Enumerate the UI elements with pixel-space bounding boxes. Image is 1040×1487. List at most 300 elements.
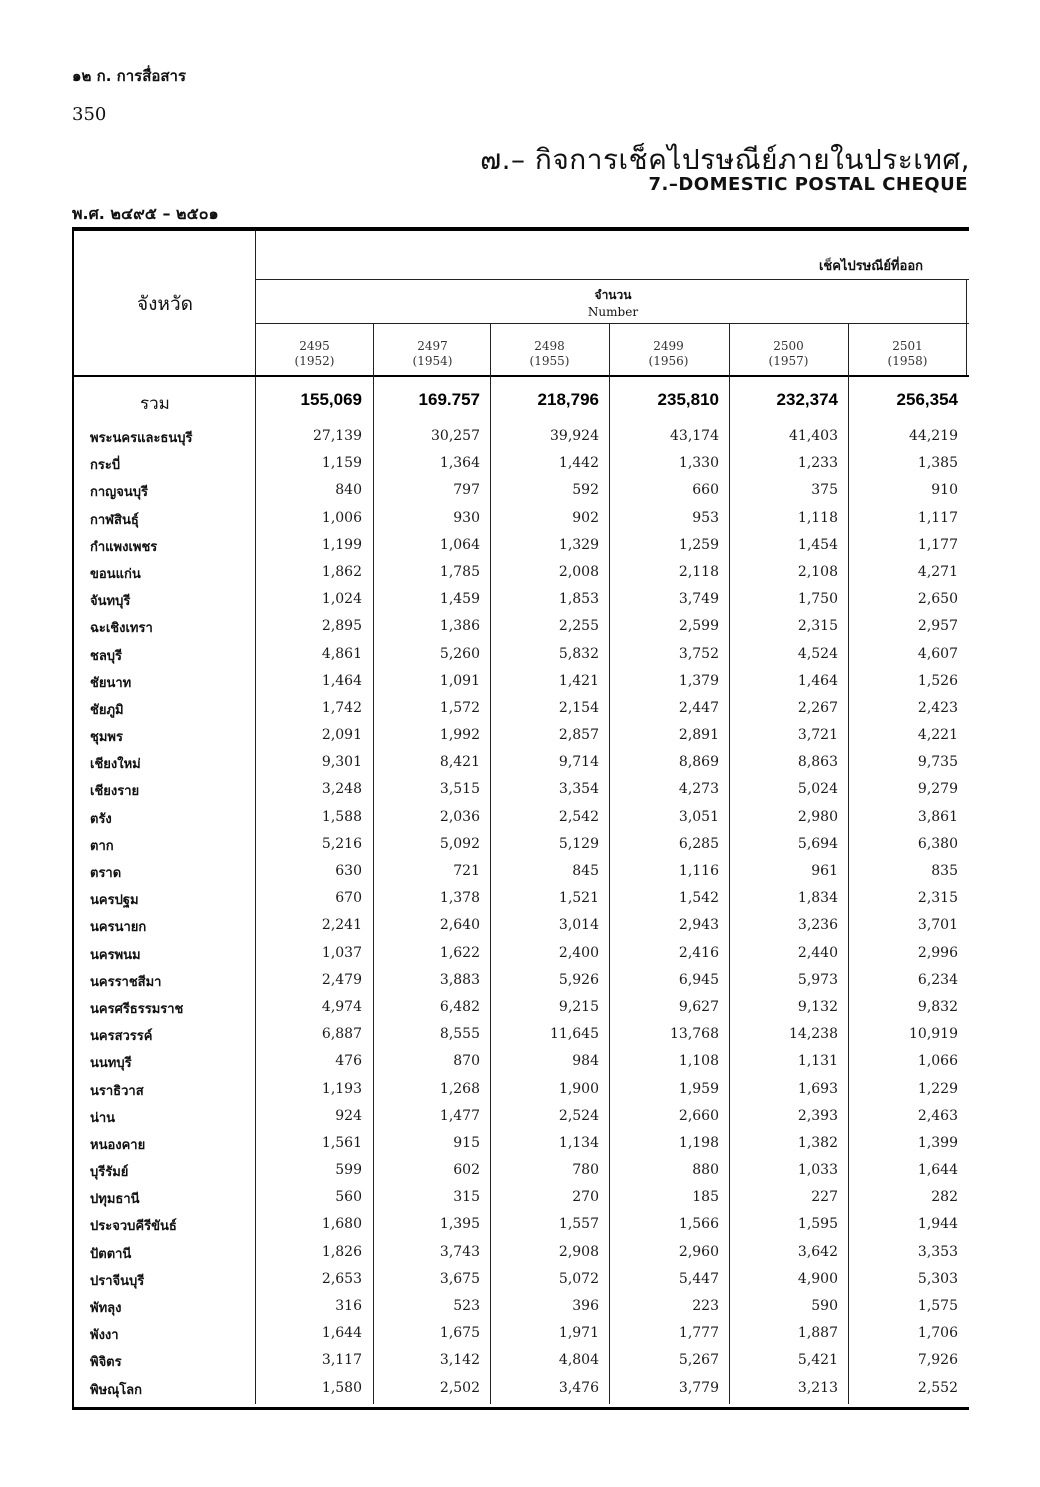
value-cell: 1,862 [321,563,362,580]
value-cell: 5,973 [797,971,838,988]
value-cell: 315 [453,1189,480,1206]
table-row [74,696,969,723]
value-cell: 8,869 [678,754,719,771]
value-cell: 1,777 [678,1325,719,1342]
value-cell: 1,199 [321,536,362,553]
value-cell: 6,380 [917,835,958,852]
year-ce: (1952) [294,354,335,368]
year-ce: (1954) [412,354,453,368]
value-cell: 1,944 [917,1216,958,1233]
value-cell: 235,810 [657,390,719,409]
value-cell: 1,091 [439,672,480,689]
table-row [74,886,969,913]
province-name: ตาก [90,838,114,854]
value-cell: 30,257 [431,428,480,444]
value-cell: 3,353 [917,1243,958,1260]
value-cell: 3,861 [917,808,958,825]
value-cell: 1,557 [558,1216,599,1233]
value-cell: 560 [335,1189,362,1206]
value-cell: 1,680 [321,1216,362,1233]
province-name: พิจิตร [90,1355,122,1371]
value-cell: 3,752 [678,645,719,662]
province-name: นครสวรรค์ [90,1029,153,1045]
value-cell: 780 [572,1162,599,1179]
value-cell: 5,926 [558,971,599,988]
value-cell: 1,116 [678,863,719,879]
year-be: 2501 [892,339,923,353]
province-name: กาฬสินธุ์ [90,512,139,528]
value-cell: 3,354 [558,781,599,798]
value-cell: 2,108 [797,563,838,580]
value-cell: 2,660 [678,1107,719,1124]
year-header [610,339,727,369]
value-cell: 1,580 [321,1379,362,1396]
table-row [74,1185,969,1212]
value-cell: 9,132 [797,998,838,1015]
table-row [74,1348,969,1375]
value-cell: 3,883 [439,971,480,988]
year-header [256,339,373,369]
value-cell: 5,447 [678,1270,719,1287]
value-cell: 2,502 [439,1379,480,1396]
value-cell: 5,129 [558,835,599,852]
value-cell: 4,524 [797,645,838,662]
value-cell: 185 [692,1189,719,1206]
value-cell: 3,749 [678,591,719,608]
year-ce: (1958) [887,354,928,368]
value-cell: 2,400 [558,944,599,961]
value-cell: 8,555 [439,1026,480,1043]
value-cell: 5,303 [917,1270,958,1287]
value-cell: 218,796 [537,390,599,409]
value-cell: 1,588 [321,808,362,825]
value-cell: 2,552 [917,1379,958,1396]
value-cell: 1,542 [678,890,719,907]
value-cell: 39,924 [550,428,599,444]
year-ce: (1956) [648,354,689,368]
value-cell: 2,463 [917,1107,958,1124]
value-cell: 2,650 [917,591,958,608]
value-cell: 1,644 [321,1325,362,1342]
value-cell: 9,627 [678,998,719,1015]
value-cell: 1,706 [917,1325,958,1342]
value-cell: 155,069 [300,390,362,409]
value-cell: 2,640 [439,917,480,934]
value-cell: 670 [335,890,362,907]
value-cell: 961 [811,863,838,879]
value-cell: 1,268 [439,1080,480,1097]
value-cell: 43,174 [670,428,719,444]
value-cell: 1,193 [321,1080,362,1097]
value-cell: 232,374 [776,390,838,409]
number-header-english: Number [587,305,639,319]
province-name: ตรัง [90,811,112,827]
value-cell: 2,315 [797,618,838,635]
value-cell: 660 [692,482,719,499]
value-cell: 14,238 [789,1026,838,1043]
value-cell: 4,271 [917,563,958,580]
table-row [74,1049,969,1076]
value-cell: 6,945 [678,971,719,988]
value-cell: 2,908 [558,1243,599,1260]
value-cell: 2,315 [917,890,958,907]
value-cell: 1,464 [797,672,838,689]
value-cell: 1,464 [321,672,362,689]
value-cell: 3,236 [797,917,838,934]
value-cell: 8,863 [797,754,838,771]
value-cell: 5,072 [558,1270,599,1287]
value-cell: 1,454 [797,536,838,553]
value-cell: 915 [453,1134,480,1151]
value-cell: 6,285 [678,835,719,852]
value-cell: 1,572 [439,699,480,716]
year-be: 2497 [417,339,448,353]
value-cell: 1,033 [797,1162,838,1179]
province-name: เชียงใหม่ [90,757,141,773]
table-row [74,913,969,940]
value-cell: 5,024 [797,781,838,798]
table-row [74,451,969,478]
province-name: ชุมพร [90,730,123,746]
table-row [74,1294,969,1321]
value-cell: 9,215 [558,998,599,1015]
province-name: นราธิวาส [90,1083,144,1099]
value-cell: 2,255 [558,618,599,635]
year-be: 2500 [773,339,804,353]
value-cell: 9,832 [917,998,958,1015]
value-cell: 1,118 [797,509,838,526]
province-name: นครปฐม [90,893,139,909]
value-cell: 1,399 [917,1134,958,1151]
value-cell: 2,267 [797,699,838,716]
province-name: พระนครและธนบุรี [90,431,193,446]
value-cell: 845 [572,863,599,879]
value-cell: 3,675 [439,1270,480,1287]
value-cell: 599 [335,1162,362,1179]
value-cell: 1,259 [678,536,719,553]
table-row [74,1104,969,1131]
value-cell: 2,996 [917,944,958,961]
value-cell: 1,229 [917,1080,958,1097]
value-cell: 2,599 [678,618,719,635]
value-cell: 4,607 [917,645,958,662]
province-name: ขอนแก่น [90,566,141,582]
table-row [74,750,969,777]
value-cell: 2,980 [797,808,838,825]
year-be: 2498 [534,339,565,353]
value-cell: 2,440 [797,944,838,961]
value-cell: 835 [931,863,958,879]
year-be: 2495 [299,339,330,353]
value-cell: 1,622 [439,944,480,961]
value-cell: 7,926 [917,1352,958,1369]
value-cell: 2,008 [558,563,599,580]
value-cell: 1,459 [439,591,480,608]
value-cell: 1,742 [321,699,362,716]
value-cell: 4,974 [321,998,362,1015]
value-cell: 3,213 [797,1379,838,1396]
value-cell: 41,403 [789,428,838,444]
value-cell: 523 [453,1298,480,1314]
value-cell: 1,561 [321,1134,362,1151]
value-cell: 1,379 [678,672,719,689]
value-cell: 2,891 [678,727,719,744]
value-cell: 375 [811,482,838,499]
table-row [74,995,969,1022]
issued-cheques-header: เช็คไปรษณีย์ที่ออก [818,259,923,274]
value-cell: 3,642 [797,1243,838,1260]
value-cell: 223 [692,1298,719,1314]
value-cell: 2,960 [678,1243,719,1260]
table-row [74,941,969,968]
value-cell: 2,957 [917,618,958,635]
value-cell: 1,006 [321,509,362,526]
table-row [74,506,969,533]
province-name: บุรีรัมย์ [90,1165,129,1181]
value-cell: 2,416 [678,944,719,961]
value-cell: 2,036 [439,808,480,825]
table-row [74,968,969,995]
value-cell: 270 [572,1189,599,1206]
value-cell: 476 [335,1053,362,1070]
statistics-table [72,227,969,1410]
province-name: ชัยภูมิ [90,702,124,718]
year-header [491,339,608,369]
value-cell: 1,159 [321,455,362,472]
value-cell: 6,887 [321,1026,362,1043]
value-cell: 5,216 [321,835,362,852]
value-cell: 3,743 [439,1243,480,1260]
value-cell: 880 [692,1162,719,1179]
value-cell: 1,233 [797,455,838,472]
table-row [74,614,969,641]
page-title-english: 7.–DOMESTIC POSTAL CHEQUE [648,174,968,195]
value-cell: 1,566 [678,1216,719,1233]
value-cell: 3,051 [678,808,719,825]
year-ce: (1957) [768,354,809,368]
value-cell: 1,386 [439,618,480,635]
table-row [74,805,969,832]
value-cell: 5,832 [558,645,599,662]
value-cell: 1,853 [558,591,599,608]
value-cell: 11,645 [550,1026,599,1043]
total-row [74,386,969,414]
value-cell: 316 [335,1298,362,1314]
table-row [74,478,969,505]
value-cell: 3,117 [321,1352,362,1369]
value-cell: 8,421 [439,754,480,771]
value-cell: 5,421 [797,1352,838,1369]
province-name: นครราชสีมา [90,974,162,990]
value-cell: 2,118 [678,563,719,580]
value-cell: 602 [453,1162,480,1179]
year-be: 2499 [653,339,684,353]
value-cell: 4,900 [797,1270,838,1287]
province-name: ประจวบคีรีขันธ์ [90,1219,177,1235]
value-cell: 3,476 [558,1379,599,1396]
province-name: นนทบุรี [90,1056,132,1072]
value-cell: 2,423 [917,699,958,716]
value-cell: 1,330 [678,455,719,472]
year-header [849,339,966,369]
table-row [74,533,969,560]
value-cell: 984 [572,1053,599,1070]
value-cell: 870 [453,1053,480,1070]
value-cell: 1,595 [797,1216,838,1233]
period-label: พ.ศ. ๒๔๙๕ – ๒๕๐๑ [72,204,219,223]
year-header [730,339,847,369]
value-cell: 9,301 [321,754,362,771]
value-cell: 2,653 [321,1270,362,1287]
year-ce: (1955) [529,354,570,368]
value-cell: 1,785 [439,563,480,580]
value-cell: 1,575 [917,1298,958,1314]
province-name: ตราด [90,866,122,881]
value-cell: 282 [931,1189,958,1206]
value-cell: 3,248 [321,781,362,798]
value-cell: 2,479 [321,971,362,988]
value-cell: 3,721 [797,727,838,744]
value-cell: 5,260 [439,645,480,662]
table-row [74,1376,969,1403]
table-row [74,560,969,587]
province-column-header: จังหวัด [137,293,193,315]
value-cell: 2,542 [558,808,599,825]
value-cell: 169.757 [418,390,480,409]
province-rows [74,424,969,1403]
value-cell: 1,442 [558,455,599,472]
value-cell: 902 [572,509,599,526]
value-cell: 4,221 [917,727,958,744]
number-header-rule [256,323,969,324]
value-cell: 3,701 [917,917,958,934]
province-name: พิษณุโลก [90,1382,143,1398]
value-cell: 1,900 [558,1080,599,1097]
table-row [74,587,969,614]
value-cell: 1,644 [917,1162,958,1179]
header-bottom-rule [74,375,969,377]
value-cell: 1,826 [321,1243,362,1260]
province-name: นครศรีธรรมราช [90,1001,184,1017]
value-cell: 227 [811,1189,838,1206]
value-cell: 1,066 [917,1053,958,1070]
value-cell: 1,675 [439,1325,480,1342]
value-cell: 1,329 [558,536,599,553]
value-cell: 2,154 [558,699,599,716]
value-cell: 592 [572,482,599,499]
table-row [74,1158,969,1185]
value-cell: 1,959 [678,1080,719,1097]
value-cell: 6,482 [439,998,480,1015]
value-cell: 1,750 [797,591,838,608]
value-cell: 1,198 [678,1134,719,1151]
value-cell: 44,219 [909,428,958,444]
value-cell: 1,024 [321,591,362,608]
value-cell: 1,037 [321,944,362,961]
value-cell: 1,971 [558,1325,599,1342]
table-row [74,669,969,696]
year-header [374,339,491,369]
value-cell: 797 [453,482,480,499]
value-cell: 630 [335,863,362,879]
page-number: 350 [72,104,107,125]
province-name: นครพนม [90,947,141,963]
value-cell: 590 [811,1298,838,1314]
value-cell: 2,943 [678,917,719,934]
table-row [74,723,969,750]
province-name: กำแพงเพชร [90,539,158,555]
province-name: เชียงราย [90,784,140,800]
value-cell: 1,378 [439,890,480,907]
value-cell: 1,177 [917,536,958,553]
table-row [74,1240,969,1267]
value-cell: 1,134 [558,1134,599,1151]
value-cell: 5,092 [439,835,480,852]
value-cell: 1,887 [797,1325,838,1342]
table-row [74,1131,969,1158]
value-cell: 3,515 [439,781,480,798]
value-cell: 1,693 [797,1080,838,1097]
value-cell: 1,526 [917,672,958,689]
page-title-thai: ๗.– กิจการเช็คไปรษณีย์ภายในประเทศ, [480,143,970,176]
value-cell: 10,919 [909,1026,958,1043]
table-row [74,1022,969,1049]
value-cell: 4,804 [558,1352,599,1369]
value-cell: 1,064 [439,536,480,553]
number-header-thai: จำนวน [594,288,632,302]
province-name: ปัตตานี [90,1246,132,1262]
value-cell: 840 [335,482,362,499]
province-name: ฉะเชิงเทรา [90,621,153,637]
value-cell: 5,694 [797,835,838,852]
table-row [74,642,969,669]
table-row [74,832,969,859]
province-name: พัทลุง [90,1301,122,1316]
value-cell: 27,139 [313,428,362,444]
number-header [257,287,969,321]
province-name: กาญจนบุรี [90,485,148,501]
value-cell: 2,524 [558,1107,599,1124]
value-cell: 3,779 [678,1379,719,1396]
value-cell: 953 [692,509,719,526]
value-cell: 1,477 [439,1107,480,1124]
table-row [74,424,969,451]
province-name: กระบี่ [90,458,121,474]
province-name: จันทบุรี [90,594,131,610]
province-name: ชลบุรี [90,648,123,664]
value-cell: 5,267 [678,1352,719,1369]
value-cell: 3,142 [439,1352,480,1369]
province-name: ปทุมธานี [90,1192,140,1208]
value-cell: 1,992 [439,727,480,744]
value-cell: 2,393 [797,1107,838,1124]
value-cell: 1,382 [797,1134,838,1151]
value-cell: 256,354 [896,390,958,409]
value-cell: 1,395 [439,1216,480,1233]
province-name: นครนายก [90,920,147,936]
value-cell: 9,279 [917,781,958,798]
value-cell: 2,447 [678,699,719,716]
table-row [74,1212,969,1239]
value-cell: 1,521 [558,890,599,907]
issued-header-rule [256,279,969,280]
value-cell: 13,768 [670,1026,719,1043]
value-cell: 9,735 [917,754,958,771]
value-cell: 1,385 [917,455,958,472]
value-cell: 2,241 [321,917,362,934]
value-cell: 2,091 [321,727,362,744]
value-cell: 9,714 [558,754,599,771]
